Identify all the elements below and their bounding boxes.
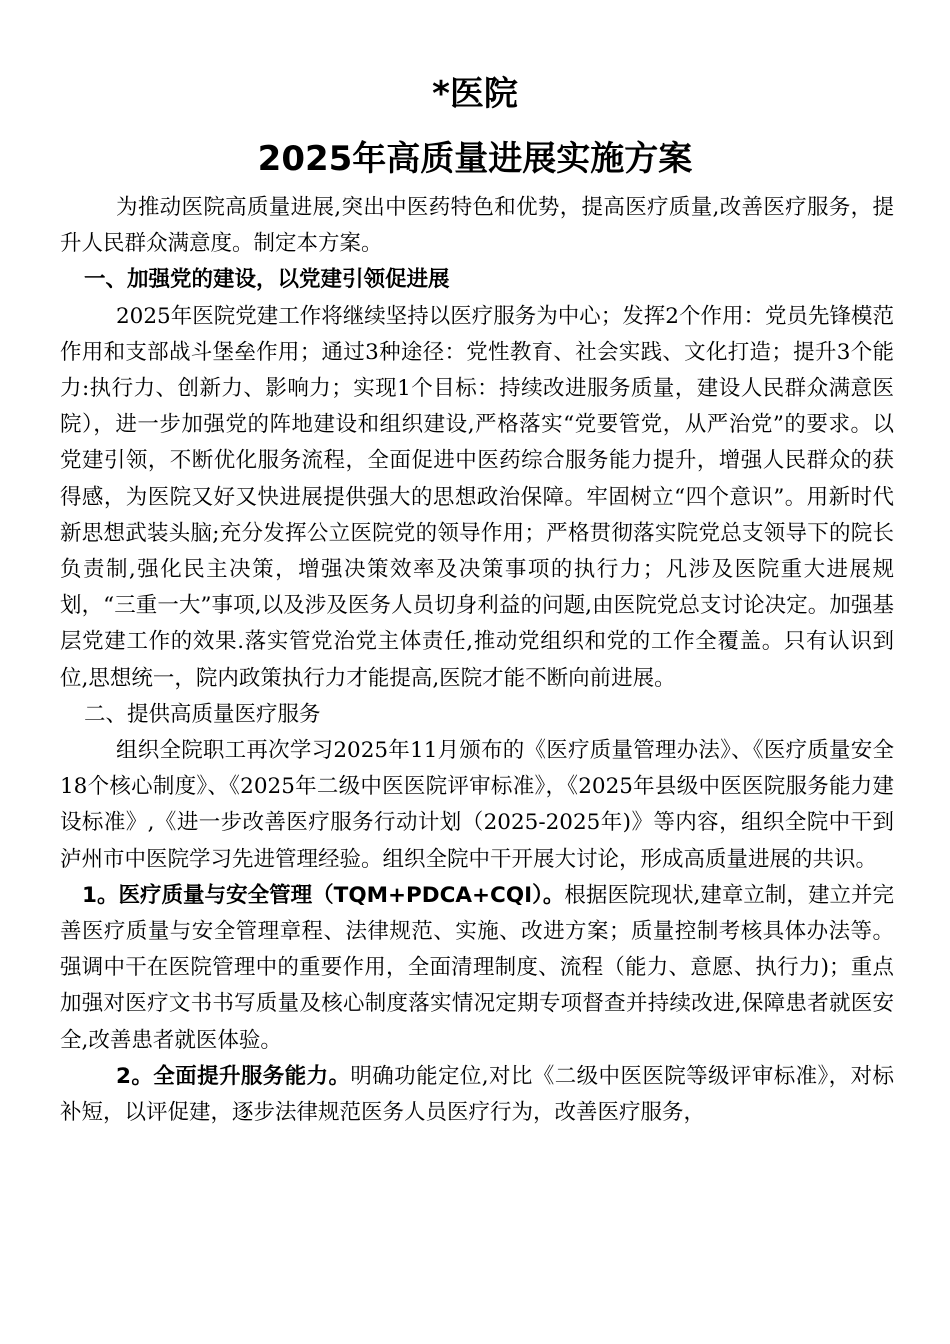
section1-heading: 一、加强党的建设，以党建引领促进展 <box>84 267 450 293</box>
document-title-plan: 2025年高质量进展实施方案 <box>257 139 693 179</box>
item2-paragraph <box>60 1059 894 1131</box>
intro-paragraph: 为推动医院高质量进展,突出中医药特色和优势，提高医疗质量,改善医疗服务，提升人民群众满意度。制定本方案。 <box>60 195 894 257</box>
document-title-hospital: *医院 <box>432 74 518 114</box>
item2-lead: 2。全面提升服务能力。 <box>116 1063 351 1089</box>
section1-paragraph: 2025年医院党建工作将继续坚持以医疗服务为中心；发挥2个作用：党员先锋模范作用和支部战斗堡垒作用；通过3种途径：党性教育、社会实践、文化打造；提升3个能力:执行力、创新力、影响力；实现1个目标：持续改进服务质量，建设人民群众满意医院），进一步加强党的阵地建设和组织建设,严格落实“党要管党，从严治党”的要求。以党建引领，不断优化服务流程，全面促进中医药综合服务能力提升，增强人民群众的获得感，为医院又好又快进展提供强大的思想政治保障。牢固树立“四个意识”。用新时代新思想武装头脑;充分发挥公立医院党的领导作用；严格贯彻落实院党总支领导下的院长负责制,强化民主决策，增强决策效率及决策事项的执行力；凡涉及医院重大进展规划，“三重一大”事项,以及涉及医务人员切身利益的问题,由医院党总支讨论决定。加强基层党建工作的效果.落实管党治党主体责任,推动党组织和党的工作全覆盖。只有认识到位,思想统一，院内政策执行力才能提高,医院才能不断向前进展。 <box>60 303 894 691</box>
item1-text: 根据医院现状,建章立制，建立并完善医疗质量与安全管理章程、法律规范、实施、改进方案；质量控制考核具体办法等。强调中干在医院管理中的重要作用，全面清理制度、流程（能力、意愿、执行力)；重点加强对医疗文书书写质量及核心制度落实情况定期专项督查并持续改进,保障患者就医安全,改善患者就医体验。 <box>60 882 894 1053</box>
section2-paragraph: 组织全院职工再次学习2025年11月颁布的《医疗质量管理办法》、《医疗质量安全18个核心制度》、《2025年二级中医医院评审标准》，《2025年县级中医医院服务能力建设标准》,《进一步改善医疗服务行动计划（2025-2025年)》等内容，组织全院中干到泸州市中医院学习先进管理经验。组织全院中干开展大讨论，形成高质量进展的共识。 <box>60 738 894 872</box>
item1-lead: 1。医疗质量与安全管理（TQM+PDCA+CQI）。 <box>82 882 565 908</box>
item2-text: 明确功能定位,对比《二级中医医院等级评审标准》，对标补短，以评促建，逐步法律规范医务人员医疗行为，改善医疗服务， <box>60 1063 894 1126</box>
section2-heading: 二、提供高质量医疗服务 <box>84 701 321 727</box>
document-body <box>60 190 894 1131</box>
item1-paragraph <box>60 878 894 1059</box>
